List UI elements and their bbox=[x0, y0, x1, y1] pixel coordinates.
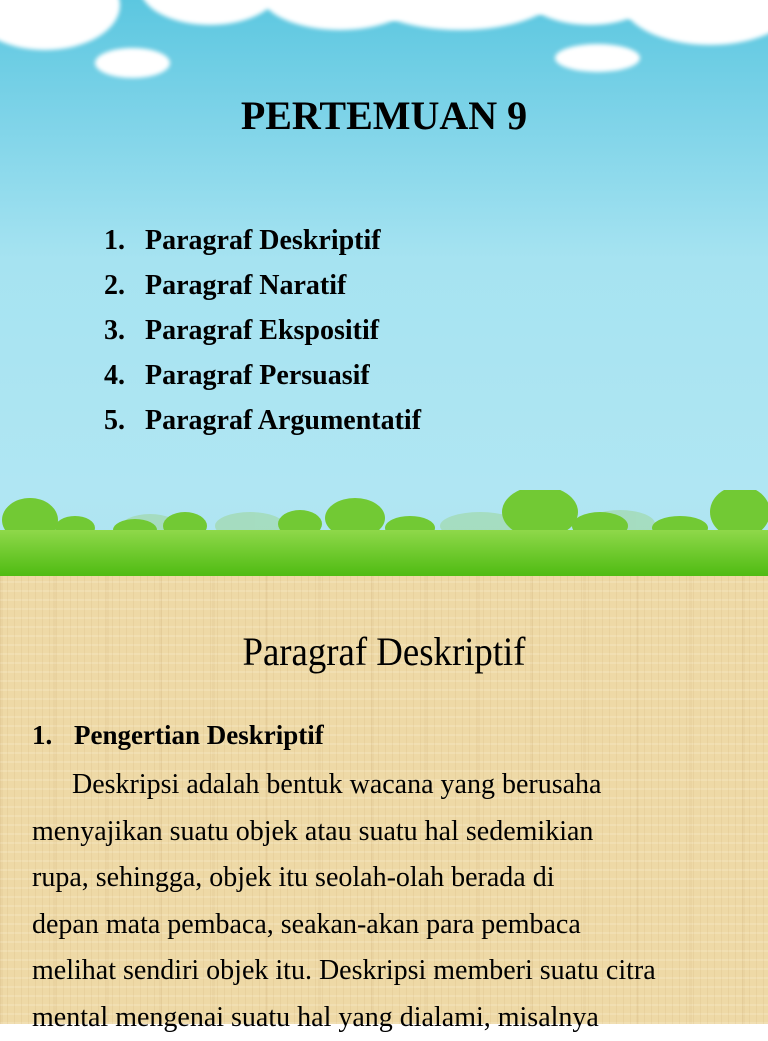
subheading bbox=[32, 720, 324, 751]
list-item bbox=[104, 353, 421, 398]
list-number: 3. bbox=[104, 308, 145, 353]
list-item bbox=[104, 263, 421, 308]
list-label: Paragraf Naratif bbox=[145, 263, 346, 308]
subheading-number: 1. bbox=[32, 720, 74, 751]
subheading-label: Pengertian Deskriptif bbox=[74, 720, 324, 751]
list-number: 5. bbox=[104, 398, 145, 443]
paragraph-line: mental mengenai suatu hal yang dialami, misalnya bbox=[32, 995, 768, 1041]
list-item bbox=[104, 218, 421, 263]
list-number: 2. bbox=[104, 263, 145, 308]
list-number: 1. bbox=[104, 218, 145, 263]
list-label: Paragraf Argumentatif bbox=[145, 398, 421, 443]
list-number: 4. bbox=[104, 353, 145, 398]
topic-list bbox=[104, 218, 421, 443]
paragraph-line: Deskripsi adalah bentuk wacana yang berusaha bbox=[32, 762, 768, 809]
definition-paragraph bbox=[32, 762, 768, 1041]
list-item bbox=[104, 308, 421, 353]
grass-trees-decoration bbox=[0, 490, 768, 576]
paragraph-line: rupa, sehingga, objek itu seolah-olah berada di bbox=[32, 855, 768, 902]
slide-title: Paragraf Deskriptif bbox=[31, 628, 738, 675]
paragraph-line: depan mata pembaca, seakan-akan para pembaca bbox=[32, 902, 768, 949]
list-label: Paragraf Ekspositif bbox=[145, 308, 379, 353]
list-label: Paragraf Persuasif bbox=[145, 353, 370, 398]
list-item bbox=[104, 398, 421, 443]
paragraph-line: menyajikan suatu objek atau suatu hal sedemikian bbox=[32, 809, 768, 856]
list-label: Paragraf Deskriptif bbox=[145, 218, 381, 263]
paragraph-line: melihat sendiri objek itu. Deskripsi memberi suatu citra bbox=[32, 948, 768, 995]
slide-title: PERTEMUAN 9 bbox=[0, 92, 768, 139]
